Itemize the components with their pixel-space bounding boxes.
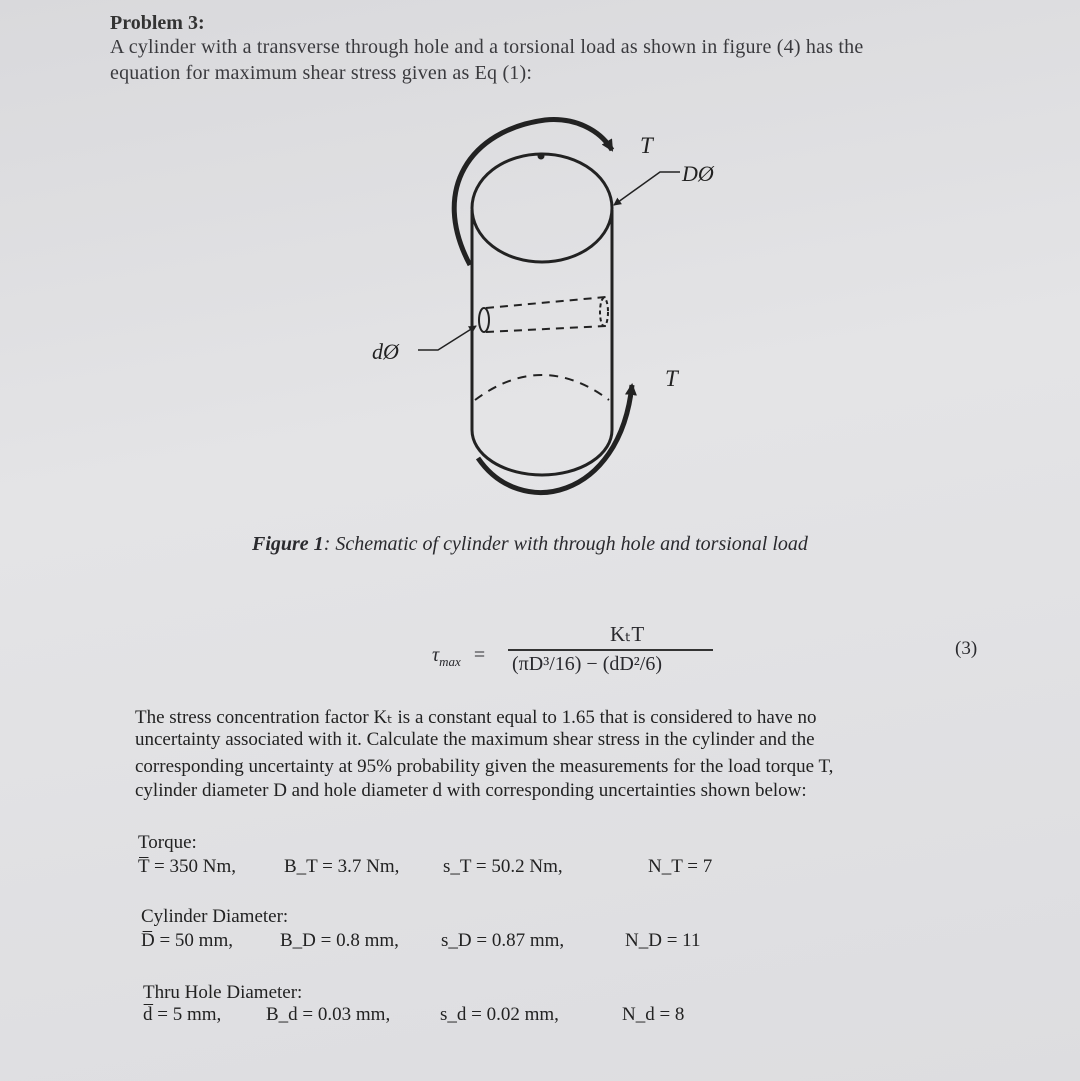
diameter-title: Cylinder Diameter:	[141, 906, 289, 927]
equation-number: (3)	[955, 638, 978, 659]
hole-title: Thru Hole Diameter:	[143, 982, 303, 1003]
diameter-bias: B_D = 0.8 mm,	[280, 930, 399, 951]
cylinder-bottom-arc	[472, 430, 612, 475]
caption-text: : Schematic of cylinder with through hole and torsional load	[323, 533, 808, 555]
equation-tau: τ	[432, 644, 440, 666]
problem-heading: Problem 3:	[110, 12, 205, 34]
hole-bias: B_d = 0.03 mm,	[266, 1004, 391, 1025]
figure-caption	[252, 533, 808, 556]
diameter-n: N_D = 11	[625, 930, 701, 951]
torque-mean: T̅ = 350 Nm,	[138, 856, 236, 877]
paragraph-line-2: uncertainty associated with it. Calculate the maximum shear stress in the cylinder and the	[135, 729, 815, 750]
hole-std: s_d = 0.02 mm,	[440, 1004, 559, 1025]
hole-right-opening	[600, 298, 608, 326]
diameter-mean: D̅ = 50 mm,	[141, 930, 233, 951]
equation-denominator: (πD³/16) − (dD²/6)	[512, 653, 663, 675]
top-torque-arrow	[454, 120, 612, 265]
equation-numerator: KₜT	[610, 622, 645, 646]
equation-equals: =	[473, 644, 486, 666]
equation-tau-sub: max	[439, 654, 461, 669]
diameter-std: s_D = 0.87 mm,	[441, 930, 565, 951]
intro-line-1: A cylinder with a transverse through hole and a torsional load as shown in figure (4) has the	[110, 36, 864, 58]
torque-n: N_T = 7	[648, 856, 713, 877]
paragraph-line-3: corresponding uncertainty at 95% probability given the measurements for the load torque T,	[135, 756, 834, 777]
equation-fraction-bar	[508, 649, 713, 651]
label-torque-bottom: T	[665, 366, 678, 391]
bottom-torque-arrow	[478, 385, 632, 492]
hole-mean: d̅ = 5 mm,	[143, 1004, 222, 1025]
label-outer-diameter: DØ	[682, 161, 714, 186]
hole-bottom-line	[486, 326, 606, 332]
hole-diameter-leader	[418, 326, 476, 350]
cylinder-bottom-hidden-edge	[475, 375, 609, 400]
top-center-dot	[538, 153, 545, 160]
paragraph-line-4: cylinder diameter D and hole diameter d with corresponding uncertainties shown below:	[135, 780, 807, 801]
hole-top-line	[486, 297, 606, 308]
caption-label: Figure 1	[252, 533, 324, 555]
torque-bias: B_T = 3.7 Nm,	[284, 856, 400, 877]
label-torque-top: T	[640, 133, 653, 158]
hole-left-opening	[479, 308, 489, 332]
label-hole-diameter: dØ	[372, 339, 399, 364]
equation-lhs	[432, 644, 485, 670]
cylinder-figure	[0, 0, 1080, 530]
cylinder-top-ellipse	[472, 154, 612, 262]
torque-title: Torque:	[138, 832, 197, 853]
torque-std: s_T = 50.2 Nm,	[443, 856, 563, 877]
outer-diameter-leader	[614, 172, 680, 205]
paragraph-line-1: The stress concentration factor Kₜ is a constant equal to 1.65 that is considered to have no	[135, 707, 817, 728]
hole-n: N_d = 8	[622, 1004, 685, 1025]
intro-line-2: equation for maximum shear stress given as Eq (1):	[110, 62, 533, 84]
